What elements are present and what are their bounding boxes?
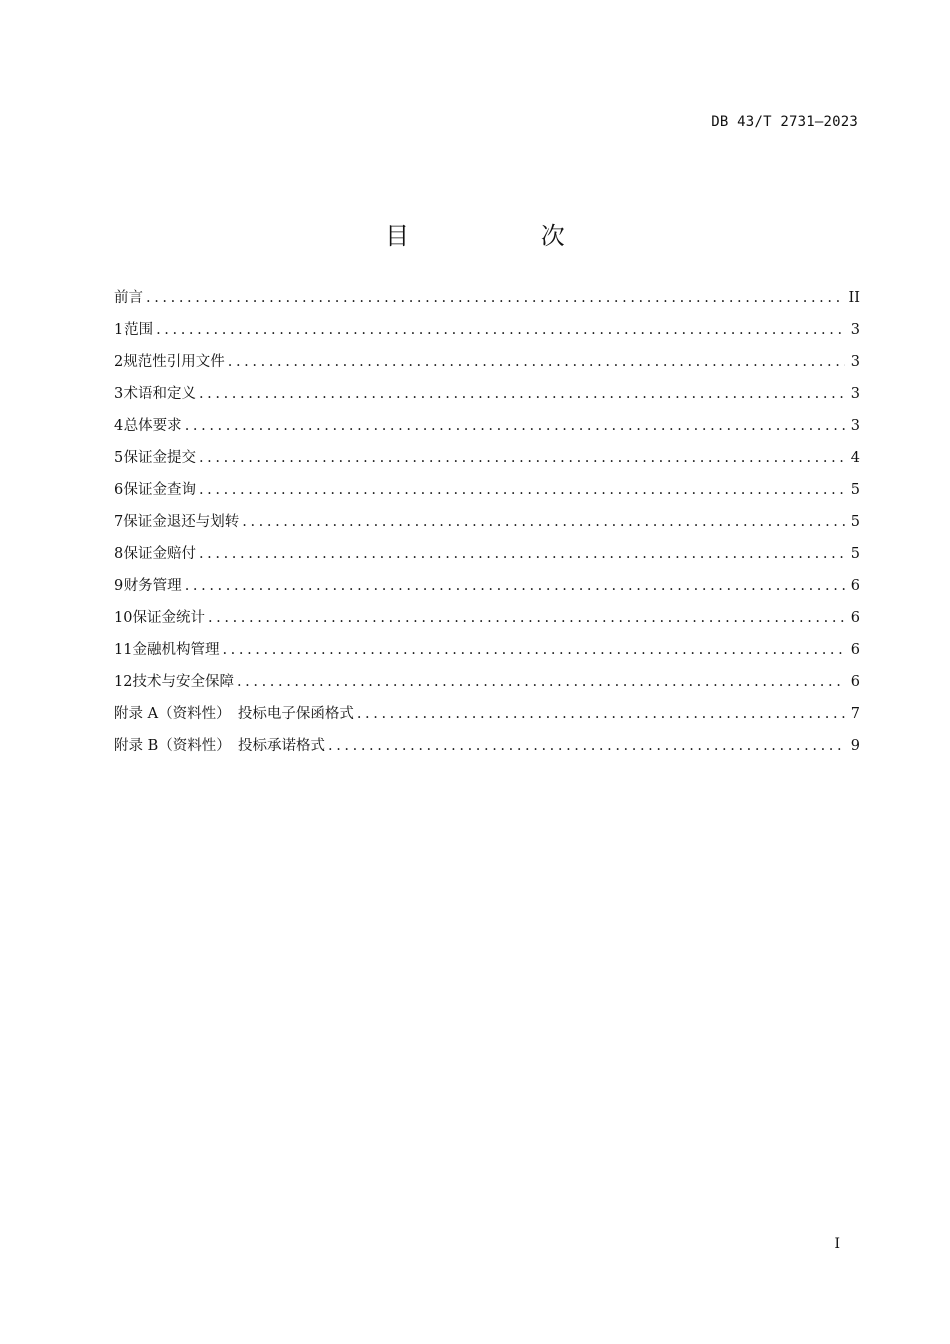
toc-entry-foreword[interactable] xyxy=(114,287,860,319)
toc-entry-page: 3 xyxy=(850,418,860,434)
toc-entry-label: 术语和定义 xyxy=(123,386,196,402)
toc-dot-leader xyxy=(199,543,845,565)
toc-entry-number: 2 xyxy=(114,354,124,370)
toc-entry-8[interactable] xyxy=(114,543,860,575)
toc-entry-11[interactable] xyxy=(114,639,860,671)
toc-entry-page: II xyxy=(848,290,860,306)
toc-entry-1[interactable] xyxy=(114,319,860,351)
toc-entry-number: 7 xyxy=(114,514,124,530)
toc-entry-number: 1 xyxy=(114,322,124,338)
toc-entry-page: 4 xyxy=(850,450,860,466)
toc-entry-page: 6 xyxy=(850,642,860,658)
toc-entry-number: 10 xyxy=(114,610,133,626)
toc-entry-2[interactable] xyxy=(114,351,860,383)
toc-entry-page: 3 xyxy=(850,322,860,338)
toc-entry-page: 5 xyxy=(850,546,860,562)
toc-dot-leader xyxy=(222,639,845,661)
toc-list xyxy=(114,287,860,767)
toc-entry-3[interactable] xyxy=(114,383,860,415)
toc-entry-annex-a[interactable] xyxy=(114,703,860,735)
toc-entry-label: 附录 B（资料性） 投标承诺格式 xyxy=(114,738,326,754)
toc-entry-number: 8 xyxy=(114,546,124,562)
toc-entry-label: 财务管理 xyxy=(123,578,182,594)
toc-entry-4[interactable] xyxy=(114,415,860,447)
toc-dot-leader xyxy=(208,607,845,629)
toc-entry-number: 3 xyxy=(114,386,124,402)
toc-entry-label: 保证金统计 xyxy=(132,610,205,626)
toc-title: 目 次 xyxy=(385,222,627,251)
toc-entry-5[interactable] xyxy=(114,447,860,479)
toc-entry-page: 6 xyxy=(850,578,860,594)
toc-entry-label: 保证金查询 xyxy=(123,482,196,498)
toc-entry-page: 9 xyxy=(850,738,860,754)
toc-dot-leader xyxy=(146,287,845,309)
toc-dot-leader xyxy=(185,415,845,437)
toc-entry-label: 金融机构管理 xyxy=(132,642,220,658)
toc-dot-leader xyxy=(185,575,845,597)
standard-code: DB 43/T 2731—2023 xyxy=(711,114,858,130)
toc-entry-label: 保证金赔付 xyxy=(123,546,196,562)
toc-entry-label: 保证金退还与划转 xyxy=(123,514,240,530)
toc-entry-label: 保证金提交 xyxy=(123,450,196,466)
toc-entry-label: 范围 xyxy=(124,322,154,338)
toc-entry-page: 6 xyxy=(850,610,860,626)
toc-entry-9[interactable] xyxy=(114,575,860,607)
toc-dot-leader xyxy=(237,671,845,693)
toc-entry-6[interactable] xyxy=(114,479,860,511)
toc-entry-label: 前言 xyxy=(114,290,143,306)
toc-entry-label: 规范性引用文件 xyxy=(123,354,225,370)
toc-entry-page: 5 xyxy=(850,482,860,498)
toc-dot-leader xyxy=(199,479,845,501)
toc-entry-annex-b[interactable] xyxy=(114,735,860,767)
toc-dot-leader xyxy=(199,383,845,405)
toc-entry-number: 11 xyxy=(114,642,133,658)
toc-entry-page: 3 xyxy=(850,354,860,370)
toc-dot-leader xyxy=(156,319,845,341)
toc-entry-number: 5 xyxy=(114,450,124,466)
toc-entry-label: 总体要求 xyxy=(123,418,182,434)
toc-entry-10[interactable] xyxy=(114,607,860,639)
toc-entry-12[interactable] xyxy=(114,671,860,703)
toc-entry-7[interactable] xyxy=(114,511,860,543)
toc-dot-leader xyxy=(357,703,845,725)
toc-entry-page: 5 xyxy=(850,514,860,530)
toc-entry-label: 技术与安全保障 xyxy=(132,674,234,690)
page-number: I xyxy=(834,1236,840,1252)
toc-entry-label: 附录 A（资料性） 投标电子保函格式 xyxy=(114,706,354,722)
toc-entry-page: 6 xyxy=(850,674,860,690)
toc-dot-leader xyxy=(328,735,845,757)
toc-entry-number: 6 xyxy=(114,482,124,498)
toc-dot-leader xyxy=(228,351,845,373)
toc-entry-page: 7 xyxy=(850,706,860,722)
toc-dot-leader xyxy=(242,511,845,533)
toc-entry-number: 4 xyxy=(114,418,124,434)
toc-entry-number: 12 xyxy=(114,674,133,690)
toc-entry-page: 3 xyxy=(850,386,860,402)
toc-dot-leader xyxy=(199,447,845,469)
toc-entry-number: 9 xyxy=(114,578,124,594)
